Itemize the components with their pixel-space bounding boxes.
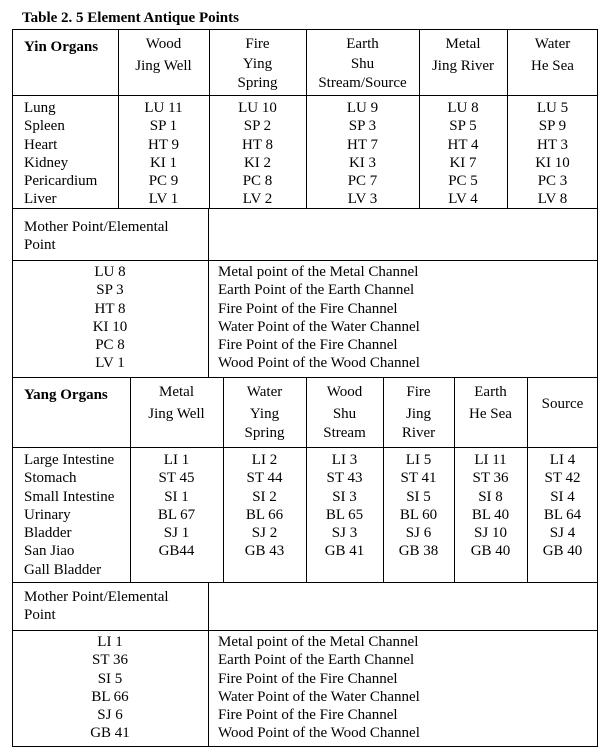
yin-organs-item: Pericardium: [24, 173, 98, 190]
yang-mother-desc-item: Metal point of the Metal Channel: [218, 634, 419, 650]
yang-values-col-item: BL 65: [325, 506, 364, 523]
yin-values-col-item: PC 9: [148, 173, 179, 190]
yin-mother-points-item: LU 8: [94, 264, 126, 280]
yang-col-point-line: River: [401, 425, 436, 441]
yin-col-element: Wood: [145, 36, 182, 52]
yang-values-col: [527, 451, 598, 561]
yang-values-col-item: GB 41: [324, 543, 365, 560]
yin-values-col-item: LU 5: [536, 100, 569, 116]
yin-values-col-item: SP 3: [348, 118, 377, 135]
yang-values-col: [130, 451, 223, 561]
yang-values-col-item: SJ 1: [163, 525, 190, 542]
yin-organs-item: Liver: [24, 191, 57, 208]
yang-values-col-item: GB 40: [470, 543, 511, 560]
yang-col-point-line: Spring: [244, 425, 285, 441]
yin-mother-label: Mother Point/Elemental Point: [24, 219, 169, 253]
yin-header-label: Yin Organs: [24, 39, 99, 55]
yin-values-col: [306, 99, 419, 209]
yang-values-col-item: LI 1: [163, 452, 190, 468]
yin-values-col-item: PC 3: [537, 173, 568, 190]
yang-values-col: [306, 451, 383, 561]
yin-values-col-item: HT 3: [537, 136, 568, 153]
yang-mother-desc: [218, 633, 588, 743]
yin-col-point-line: Stream/Source: [318, 75, 407, 91]
yin-values-col-item: KI 7: [449, 154, 477, 171]
yang-mother-points-item: LI 1: [97, 634, 123, 650]
yin-values-col-item: KI 10: [535, 154, 570, 171]
yin-organs-item: Kidney: [24, 154, 69, 171]
yang-organs-item: Gall Bladder: [24, 561, 102, 578]
yang-values-col-item: ST 45: [158, 470, 195, 487]
yin-values-col-item: KI 2: [243, 154, 272, 171]
yang-mother-points-item: SJ 6: [97, 707, 123, 724]
yin-organs-item: Heart: [24, 136, 58, 153]
row-rule: [12, 377, 598, 378]
yin-values-col-item: PC 5: [448, 173, 478, 190]
yang-col-point: [383, 405, 454, 443]
row-rule: [12, 582, 598, 583]
yin-values-col-item: SP 1: [149, 118, 178, 135]
yang-col-point: [223, 405, 306, 443]
yang-col-point-line: Shu: [332, 406, 357, 422]
yin-mother-desc-item: Water Point of the Water Channel: [218, 318, 420, 335]
yang-values-col-item: SI 4: [550, 488, 575, 505]
yang-mother-points-item: GB 41: [90, 725, 130, 742]
yin-values-col-item: LV 8: [537, 191, 568, 208]
yang-organs-item: San Jiao: [24, 543, 75, 560]
yang-mother-desc-item: Wood Point of the Wood Channel: [218, 725, 420, 742]
yin-values-col: [118, 99, 209, 209]
yin-organs-item: Lung: [24, 100, 56, 116]
yang-values-col: [223, 451, 306, 561]
column-rule: [208, 582, 209, 747]
row-rule: [12, 260, 598, 261]
yang-col-point-line: Jing: [405, 406, 431, 422]
yin-mother-points-item: PC 8: [95, 337, 125, 354]
yin-col-point-line: Shu: [350, 56, 375, 72]
yang-values-col-item: LI 3: [331, 452, 358, 468]
yin-values-col-item: PC 7: [347, 173, 378, 190]
yang-col-element: Metal: [159, 384, 194, 400]
yang-col-point: [306, 405, 383, 443]
yang-organs-item: Urinary: [24, 506, 71, 523]
yin-col-element: Metal: [445, 36, 481, 52]
yang-col-element: Water: [246, 384, 283, 400]
yin-mother-desc-item: Fire Point of the Fire Channel: [218, 300, 398, 317]
yin-values-col-item: LU 9: [346, 100, 379, 116]
table-title: Table 2. 5 Element Antique Points: [22, 10, 239, 26]
yin-values-col-item: KI 3: [348, 154, 377, 171]
yang-values-col-item: GB 38: [398, 543, 439, 560]
yang-values-col: [454, 451, 527, 561]
yang-values-col-item: SJ 10: [474, 525, 507, 542]
yang-mother-desc-item: Fire Point of the Fire Channel: [218, 670, 398, 687]
yin-values-col-item: KI 1: [149, 154, 178, 171]
yin-mother-points-item: LV 1: [95, 355, 125, 372]
yin-mother-desc: [218, 263, 588, 373]
yin-mother-points-item: SP 3: [96, 282, 124, 299]
yang-col-point-line: Ying: [249, 406, 280, 422]
yang-col-element: Earth: [474, 384, 507, 400]
yin-values-col-item: LV 4: [448, 191, 478, 208]
yin-values-col-item: LV 3: [347, 191, 378, 208]
yin-col-point: Jing Well: [135, 58, 192, 74]
yin-values-col-item: LU 8: [447, 100, 479, 116]
row-rule: [12, 95, 598, 96]
yang-values-col: [383, 451, 454, 561]
yin-mother-points-item: KI 10: [92, 318, 128, 335]
yin-col-element: Fire: [245, 36, 270, 52]
yang-values-col-item: BL 60: [399, 506, 438, 523]
yang-values-col-item: SI 8: [478, 488, 503, 505]
yang-values-col-item: ST 43: [326, 470, 363, 487]
yang-values-col-item: ST 36: [472, 470, 509, 487]
yang-mother-label: Mother Point/Elemental Point: [24, 589, 169, 623]
yin-col-point-line: Ying: [242, 56, 273, 72]
yang-mother-points-item: SI 5: [97, 670, 123, 687]
row-rule: [12, 447, 598, 448]
yin-col-element: Earth: [346, 36, 379, 52]
yang-values-col-item: BL 64: [543, 506, 582, 523]
yang-values-col-item: SJ 3: [331, 525, 358, 542]
yang-col-point: He Sea: [469, 406, 512, 422]
yin-values-col: [419, 99, 507, 209]
row-rule: [12, 630, 598, 631]
yin-col-point: He Sea: [531, 58, 574, 74]
yin-col-point: [306, 55, 419, 93]
yin-values-col-item: SP 9: [538, 118, 567, 135]
yin-values-col-item: PC 8: [242, 173, 273, 190]
yin-organs-item: Spleen: [24, 118, 65, 135]
yin-values-col-item: LU 11: [144, 100, 183, 116]
yang-values-col-item: LI 2: [251, 452, 278, 468]
yang-values-col-item: ST 41: [400, 470, 437, 487]
yin-mother-desc-item: Earth Point of the Earth Channel: [218, 282, 415, 299]
yang-values-col-item: SI 1: [164, 488, 189, 505]
yin-values-col: [507, 99, 598, 209]
yin-mother-desc-item: Wood Point of the Wood Channel: [218, 355, 420, 372]
yang-values-col-item: ST 42: [544, 470, 581, 487]
yin-mother-desc-item: Fire Point of the Fire Channel: [218, 337, 398, 354]
yin-col-point: Jing River: [431, 58, 495, 74]
yin-col-point-line: Spring: [237, 75, 278, 91]
yang-values-col-item: SI 2: [252, 488, 277, 505]
yang-values-col-item: BL 40: [471, 506, 510, 523]
yang-organs-item: Stomach: [24, 470, 77, 487]
yin-values-col-item: SP 5: [449, 118, 477, 135]
yang-values-col-item: GB 43: [244, 543, 285, 560]
yang-mother-points-item: ST 36: [92, 652, 128, 669]
yang-values-col-item: SJ 4: [549, 525, 576, 542]
yang-mother-desc-item: Earth Point of the Earth Channel: [218, 652, 415, 669]
yang-header-label: Yang Organs: [24, 387, 108, 403]
yang-values-col-item: BL 67: [157, 506, 196, 523]
yang-organs-item: Small Intestine: [24, 488, 115, 505]
yang-organs: [24, 451, 134, 579]
yang-values-col-item: SI 5: [406, 488, 431, 505]
yin-values-col-item: HT 9: [148, 136, 179, 153]
yin-values-col-item: LV 1: [148, 191, 179, 208]
yin-values-col-item: SP 2: [243, 118, 272, 135]
yang-values-col-item: LI 11: [474, 452, 507, 468]
yang-mother-desc-item: Water Point of the Water Channel: [218, 688, 420, 705]
yang-col-element: Fire: [406, 384, 431, 400]
column-rule: [208, 208, 209, 377]
yin-col-element: Water: [534, 36, 571, 52]
yin-mother-desc-item: Metal point of the Metal Channel: [218, 264, 419, 280]
yang-values-col-item: LI 5: [405, 452, 432, 468]
yang-values-col-item: LI 4: [549, 452, 576, 468]
yang-mother-desc-item: Fire Point of the Fire Channel: [218, 707, 398, 724]
yang-values-col-item: SI 3: [332, 488, 357, 505]
yin-values-col-item: HT 7: [347, 136, 378, 153]
yang-values-col-item: GB 40: [542, 543, 583, 560]
yang-col-point: Source: [541, 396, 584, 412]
yang-values-col-item: BL 66: [245, 506, 284, 523]
yin-mother-points: [12, 263, 208, 373]
yang-col-point: Jing Well: [148, 406, 205, 422]
yin-values-col-item: LV 2: [242, 191, 273, 208]
yin-values-col: [209, 99, 306, 209]
yang-mother-points-item: BL 66: [91, 688, 129, 705]
yin-values-col-item: LU 10: [238, 100, 277, 116]
yang-col-element: Wood: [326, 384, 363, 400]
yang-values-col-item: SJ 6: [405, 525, 432, 542]
yang-organs-item: Large Intestine: [24, 452, 115, 468]
yang-col-point-line: Stream: [323, 425, 366, 441]
yin-col-point: [209, 55, 306, 93]
yang-values-col-item: SJ 2: [251, 525, 278, 542]
yang-mother-points: [12, 633, 208, 743]
yang-values-col-item: ST 44: [246, 470, 283, 487]
yin-mother-points-item: HT 8: [94, 300, 126, 317]
yang-values-col-item: GB44: [158, 543, 195, 560]
yin-values-col-item: HT 8: [242, 136, 273, 153]
yang-organs-item: Bladder: [24, 525, 72, 542]
yin-organs: [24, 99, 118, 209]
yin-values-col-item: HT 4: [447, 136, 479, 153]
